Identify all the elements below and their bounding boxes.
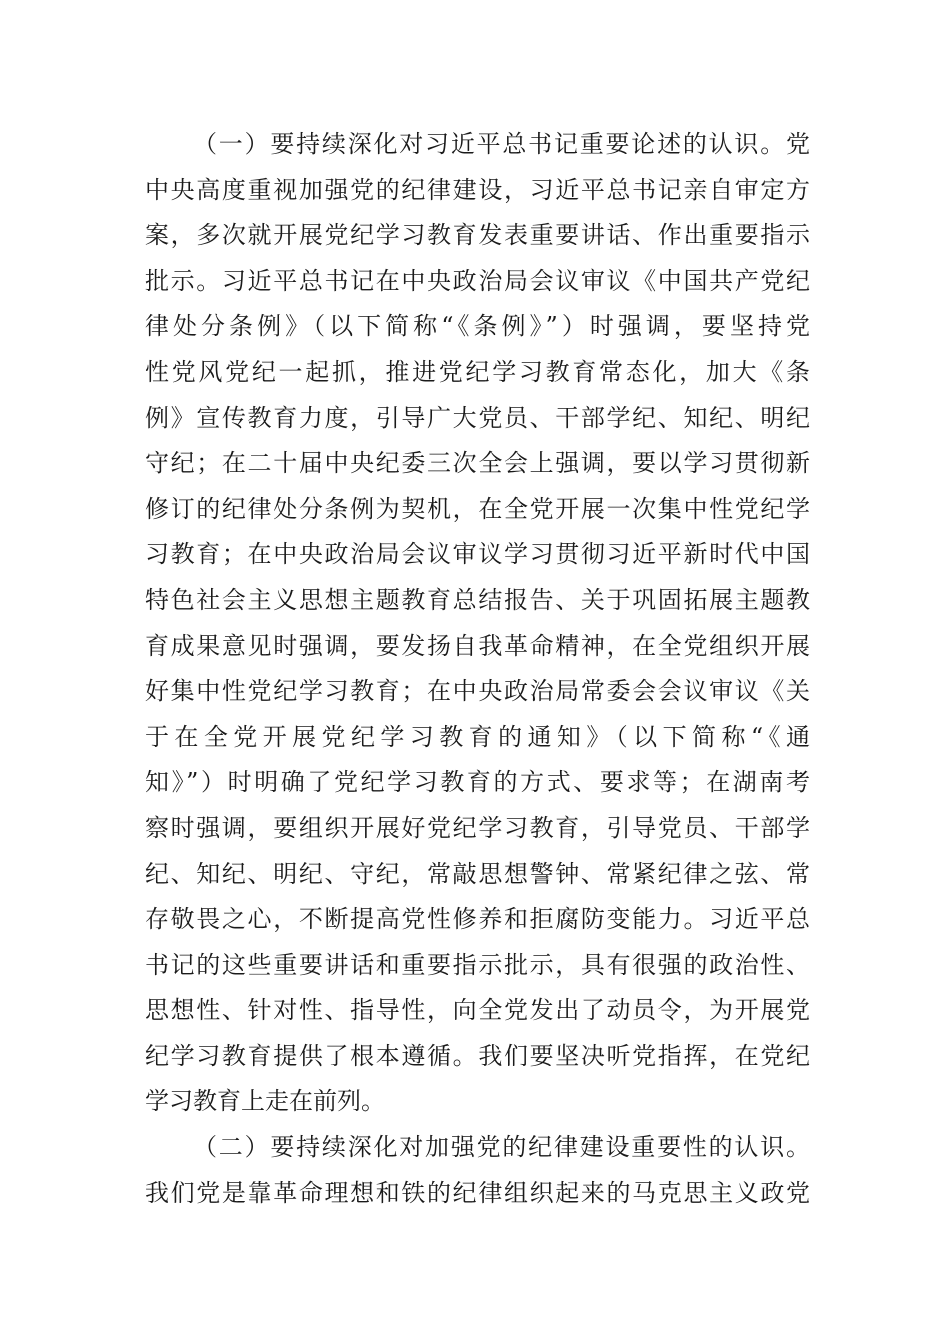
paragraph-line: 知》”）时明确了党纪学习教育的方式、要求等；在湖南考 (145, 768, 810, 797)
paragraph-line: 修订的纪律处分条例为契机，在全党开展一次集中性党纪学 (145, 494, 810, 523)
paragraph-line: 好集中性党纪学习教育；在中央政治局常委会会议审议《关 (145, 677, 810, 706)
paragraph-line: 我们党是靠革命理想和铁的纪律组织起来的马克思主义政党 (145, 1178, 810, 1207)
paragraph-line: 中央高度重视加强党的纪律建设，习近平总书记亲自审定方 (145, 175, 810, 204)
paragraph-line: 思想性、针对性、指导性，向全党发出了动员令，为开展党 (145, 996, 810, 1025)
paragraph-line: 书记的这些重要讲话和重要指示批示，具有很强的政治性、 (145, 950, 810, 979)
paragraph-line: 特色社会主义思想主题教育总结报告、关于巩固拓展主题教 (145, 585, 810, 614)
paragraph-line: 律处分条例》（以下简称“《条例》”）时强调，要坚持党 (145, 312, 810, 341)
paragraph-2 (145, 1125, 810, 1216)
document-body (145, 122, 810, 1216)
paragraph-line: 学习教育上走在前列。 (145, 1087, 385, 1116)
paragraph-line: （一）要持续深化对习近平总书记重要论述的认识。党 (193, 130, 810, 158)
paragraph-line: 于在全党开展党纪学习教育的通知》（以下简称“《通 (145, 722, 810, 751)
paragraph-line: 习教育；在中央政治局会议审议学习贯彻习近平新时代中国 (145, 540, 810, 569)
paragraph-line: 纪、知纪、明纪、守纪，常敲思想警钟、常紧纪律之弦、常 (145, 859, 810, 888)
paragraph-line: 育成果意见时强调，要发扬自我革命精神，在全党组织开展 (145, 631, 810, 660)
paragraph-line: 例》宣传教育力度，引导广大党员、干部学纪、知纪、明纪 (145, 403, 810, 432)
paragraph-line: 纪学习教育提供了根本遵循。我们要坚决听党指挥，在党纪 (145, 1041, 810, 1070)
paragraph-line: 性党风党纪一起抓，推进党纪学习教育常态化，加大《条 (145, 357, 810, 386)
paragraph-line: 存敬畏之心，不断提高党性修养和拒腐防变能力。习近平总 (145, 905, 810, 934)
paragraph-line: 察时强调，要组织开展好党纪学习教育，引导党员、干部学 (145, 813, 810, 842)
paragraph-line: 批示。习近平总书记在中央政治局会议审议《中国共产党纪 (145, 266, 810, 295)
paragraph-line: 案，多次就开展党纪学习教育发表重要讲话、作出重要指示 (145, 221, 810, 250)
paragraph-1 (145, 122, 810, 1125)
paragraph-line: （二）要持续深化对加强党的纪律建设重要性的认识。 (193, 1133, 810, 1162)
paragraph-line: 守纪；在二十届中央纪委三次全会上强调，要以学习贯彻新 (145, 449, 810, 478)
